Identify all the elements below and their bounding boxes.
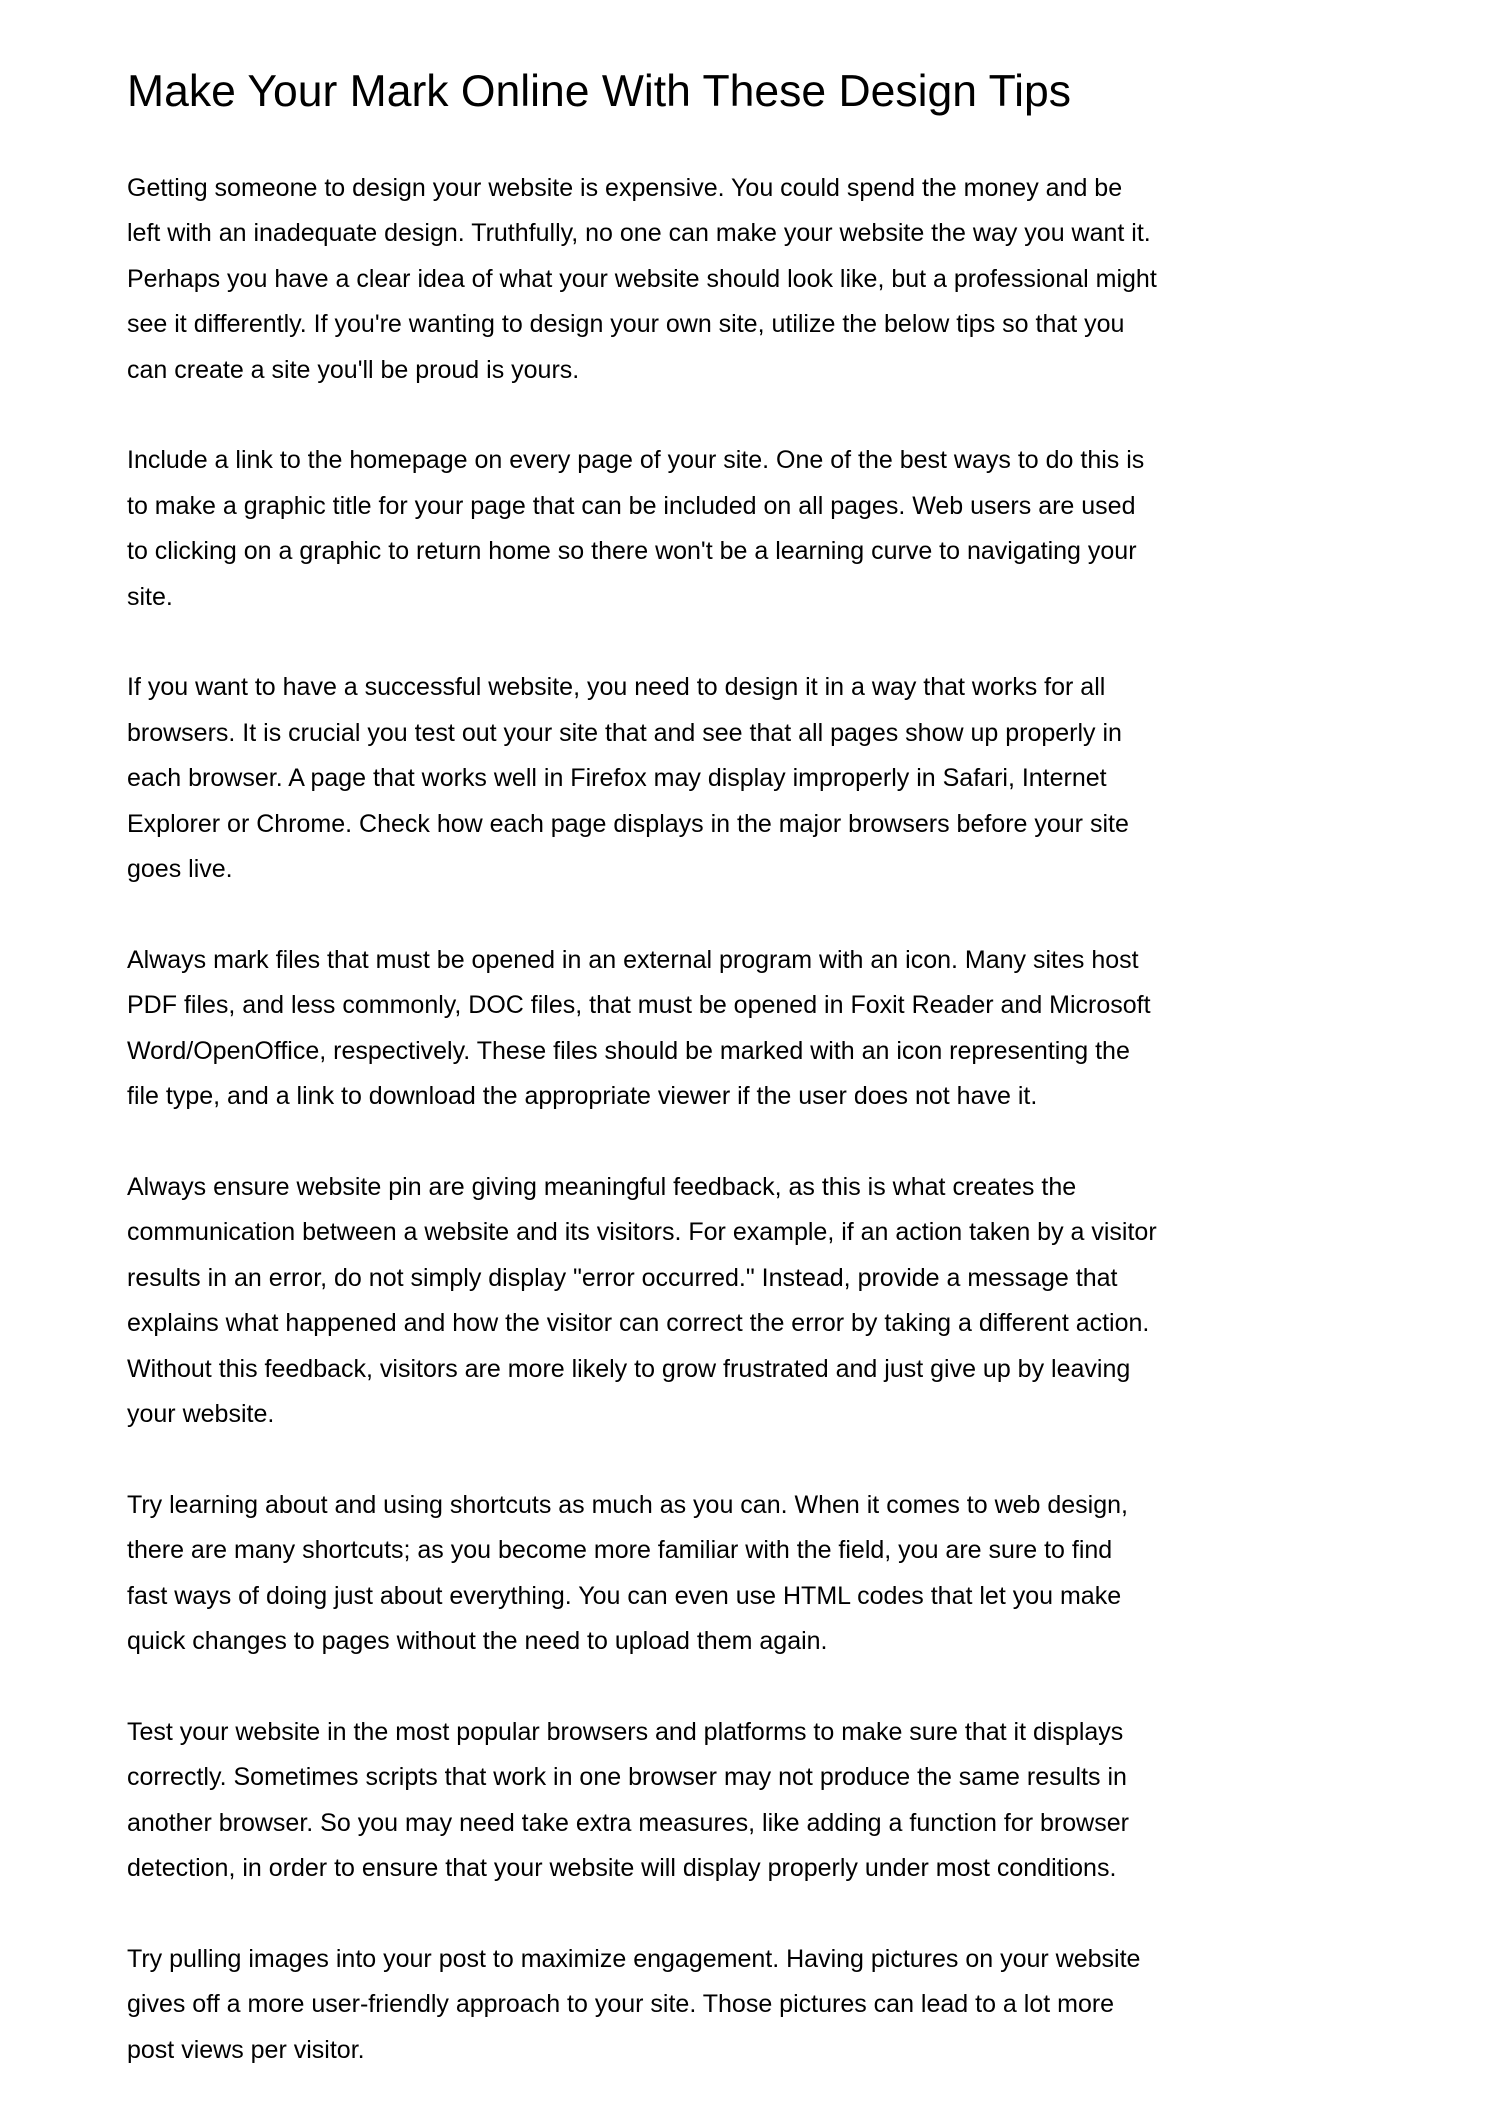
text-line: post views per visitor.	[127, 2035, 365, 2064]
paragraph-3	[127, 665, 1387, 892]
text-line: Without this feedback, visitors are more likely to grow frustrated and just give up by leaving	[127, 1354, 1131, 1383]
text-line: results in an error, do not simply display "error occurred." Instead, provide a message that	[127, 1263, 1118, 1292]
text-line: see it differently. If you're wanting to design your own site, utilize the below tips so that you	[127, 310, 1125, 339]
text-line: gives off a more user-friendly approach to your site. Those pictures can lead to a lot more	[127, 1990, 1115, 2019]
text-line: Always ensure website pin are giving meaningful feedback, as this is what creates the	[127, 1172, 1077, 1201]
text-line: fast ways of doing just about everything. You can even use HTML codes that let you make	[127, 1581, 1122, 1610]
text-line: left with an inadequate design. Truthfully, no one can make your website the way you want it.	[127, 219, 1151, 248]
text-line: browsers. It is crucial you test out your site that and see that all pages show up properly in	[127, 718, 1122, 747]
paragraph-8	[127, 1937, 1387, 2073]
paragraph-5	[127, 1165, 1387, 1437]
document-title: Make Your Mark Online With These Design Tips	[127, 67, 1071, 116]
paragraph-4	[127, 938, 1387, 1120]
text-line: your website.	[127, 1399, 275, 1428]
text-line: Try pulling images into your post to maximize engagement. Having pictures on your website	[127, 1944, 1141, 1973]
text-line: detection, in order to ensure that your website will display properly under most conditions.	[127, 1853, 1117, 1882]
text-line: Word/OpenOffice, respectively. These files should be marked with an icon representing the	[127, 1036, 1130, 1065]
text-line: quick changes to pages without the need to upload them again.	[127, 1626, 828, 1655]
text-line: to clicking on a graphic to return home so there won't be a learning curve to navigating your	[127, 537, 1137, 566]
paragraph-1	[127, 166, 1387, 393]
paragraph-7	[127, 1710, 1387, 1892]
text-line: to make a graphic title for your page that can be included on all pages. Web users are used	[127, 491, 1136, 520]
text-line: Explorer or Chrome. Check how each page displays in the major browsers before your site	[127, 809, 1129, 838]
text-line: Getting someone to design your website is expensive. You could spend the money and be	[127, 174, 1123, 202]
text-line: Always mark files that must be opened in an external program with an icon. Many sites host	[127, 945, 1139, 974]
document-body	[127, 166, 1387, 2118]
text-line: there are many shortcuts; as you become more familiar with the field, you are sure to find	[127, 1536, 1113, 1565]
text-line: can create a site you'll be proud is yours.	[127, 355, 580, 384]
text-line: site.	[127, 582, 173, 611]
text-line: PDF files, and less commonly, DOC files, that must be opened in Foxit Reader and Microsoft	[127, 991, 1151, 1020]
text-line: correctly. Sometimes scripts that work in one browser may not produce the same results in	[127, 1763, 1127, 1792]
paragraph-6	[127, 1483, 1387, 1665]
text-line: communication between a website and its visitors. For example, if an action taken by a visitor	[127, 1218, 1157, 1247]
text-line: explains what happened and how the visitor can correct the error by taking a different action.	[127, 1309, 1150, 1338]
text-line: If you want to have a successful website, you need to design it in a way that works for all	[127, 673, 1106, 702]
text-line: goes live.	[127, 855, 233, 884]
text-line: Test your website in the most popular browsers and platforms to make sure that it displays	[127, 1717, 1124, 1746]
text-line: Perhaps you have a clear idea of what your website should look like, but a professional might	[127, 264, 1157, 293]
text-line: Try learning about and using shortcuts as much as you can. When it comes to web design,	[127, 1490, 1128, 1519]
text-line: Include a link to the homepage on every page of your site. One of the best ways to do this is	[127, 446, 1145, 475]
text-line: each browser. A page that works well in Firefox may display improperly in Safari, Internet	[127, 764, 1107, 793]
text-line: file type, and a link to download the appropriate viewer if the user does not have it.	[127, 1082, 1038, 1111]
text-line: another browser. So you may need take extra measures, like adding a function for browser	[127, 1808, 1129, 1837]
paragraph-2	[127, 438, 1387, 620]
